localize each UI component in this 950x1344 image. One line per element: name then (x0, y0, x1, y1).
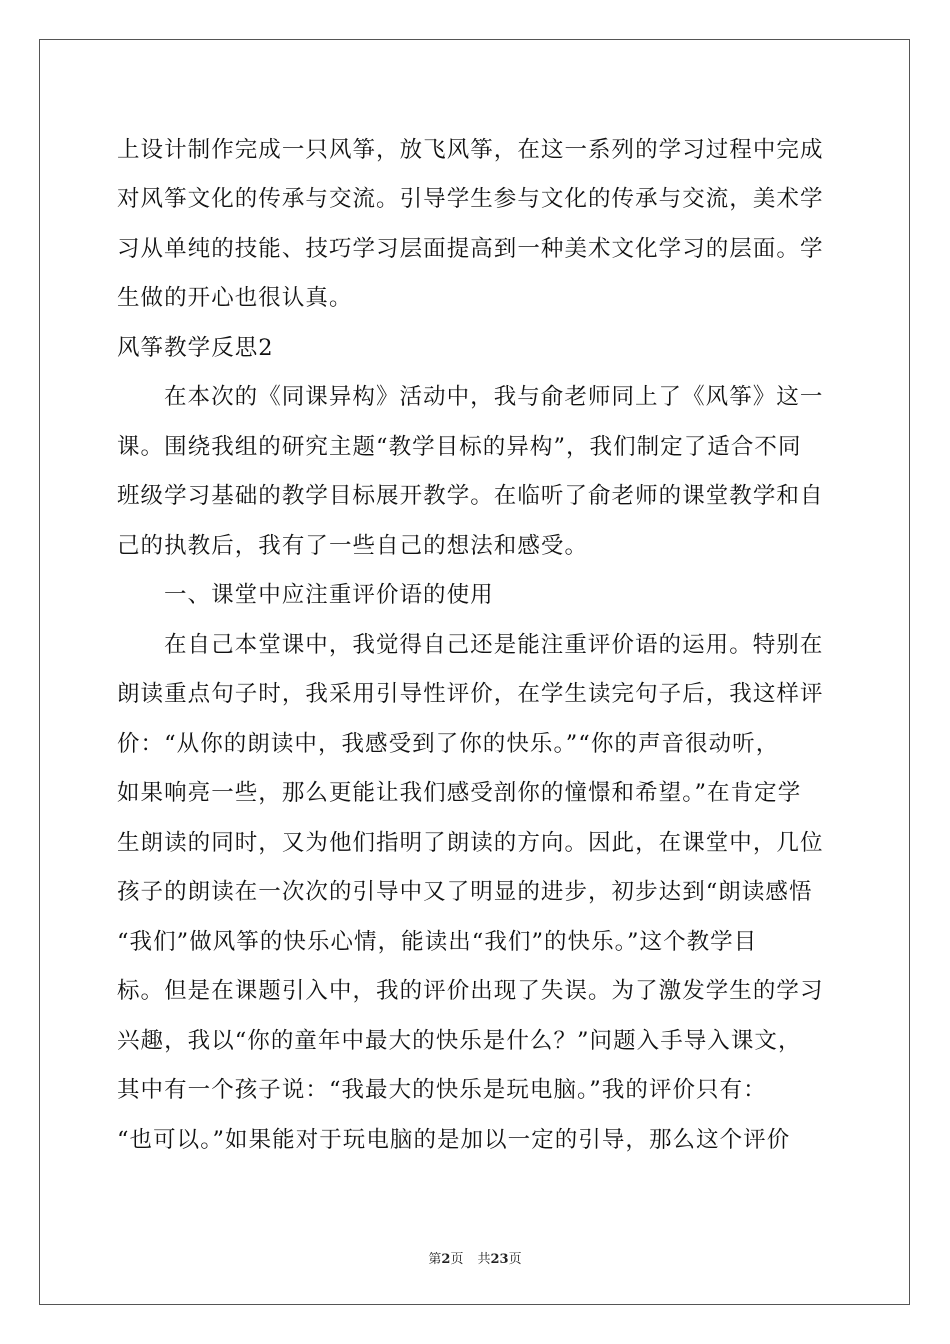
text-line: 孩子的朗读在一次次的引导中又了明显的进步，初步达到“朗读感悟 (117, 879, 813, 905)
text-line: 如果响亮一些，那么更能让我们感受剖你的憧憬和希望。”在肯定学 (117, 780, 802, 806)
text-line: 在本次的《同课异构》活动中，我与俞老师同上了《风筝》这一 (164, 384, 824, 410)
text-line: 在自己本堂课中，我觉得自己还是能注重评价语的运用。特别在 (164, 632, 824, 658)
text-line: 生做的开心也很认真。 (117, 285, 353, 311)
text-line: “我们”做风筝的快乐心情，能读出“我们”的快乐。”这个教学目 (117, 929, 758, 955)
text-line: 对风筝文化的传承与交流。引导学生参与文化的传承与交流，美术学 (117, 186, 824, 212)
total-pages: 23 (490, 1252, 509, 1267)
subsection-heading: 一、课堂中应注重评价语的使用 (164, 582, 494, 608)
page-footer (0, 1248, 950, 1267)
text-line: 上设计制作完成一只风筝，放飞风筝，在这一系列的学习过程中完成 (117, 137, 824, 163)
text-line: 标。但是在课题引入中，我的评价出现了失误。为了激发学生的学习 (117, 978, 824, 1004)
text-line: 朗读重点句子时，我采用引导性评价，在学生读完句子后，我这样评 (117, 681, 824, 707)
text-line: 其中有一个孩子说：“我最大的快乐是玩电脑。”我的评价只有： (117, 1077, 767, 1103)
text-line: “也可以。”如果能对于玩电脑的是加以一定的引导，那么这个评价 (117, 1127, 791, 1153)
text-line: 己的执教后，我有了一些自己的想法和感受。 (117, 533, 589, 559)
total-prefix: 共 (477, 1252, 491, 1267)
text-line: 生朗读的同时，又为他们指明了朗读的方向。因此，在课堂中，几位 (117, 830, 824, 856)
page-prefix: 第 (428, 1252, 442, 1267)
page-number: 2 (441, 1252, 451, 1267)
page-border (39, 39, 910, 1305)
text-line: 习从单纯的技能、技巧学习层面提高到一种美术文化学习的层面。学 (117, 236, 824, 262)
total-suffix: 页 (508, 1252, 522, 1267)
text-line: 兴趣，我以“你的童年中最大的快乐是什么？”问题入手导入课文， (117, 1028, 802, 1054)
text-line: 课。围绕我组的研究主题“教学目标的异构”，我们制定了适合不同 (117, 434, 802, 460)
page-suffix: 页 (450, 1252, 464, 1267)
text-line: 价：“从你的朗读中，我感受到了你的快乐。”“你的声音很动听， (117, 731, 780, 757)
text-line: 班级学习基础的教学目标展开教学。在临听了俞老师的课堂教学和自 (117, 483, 824, 509)
section-heading: 风筝教学反思2 (117, 335, 274, 361)
